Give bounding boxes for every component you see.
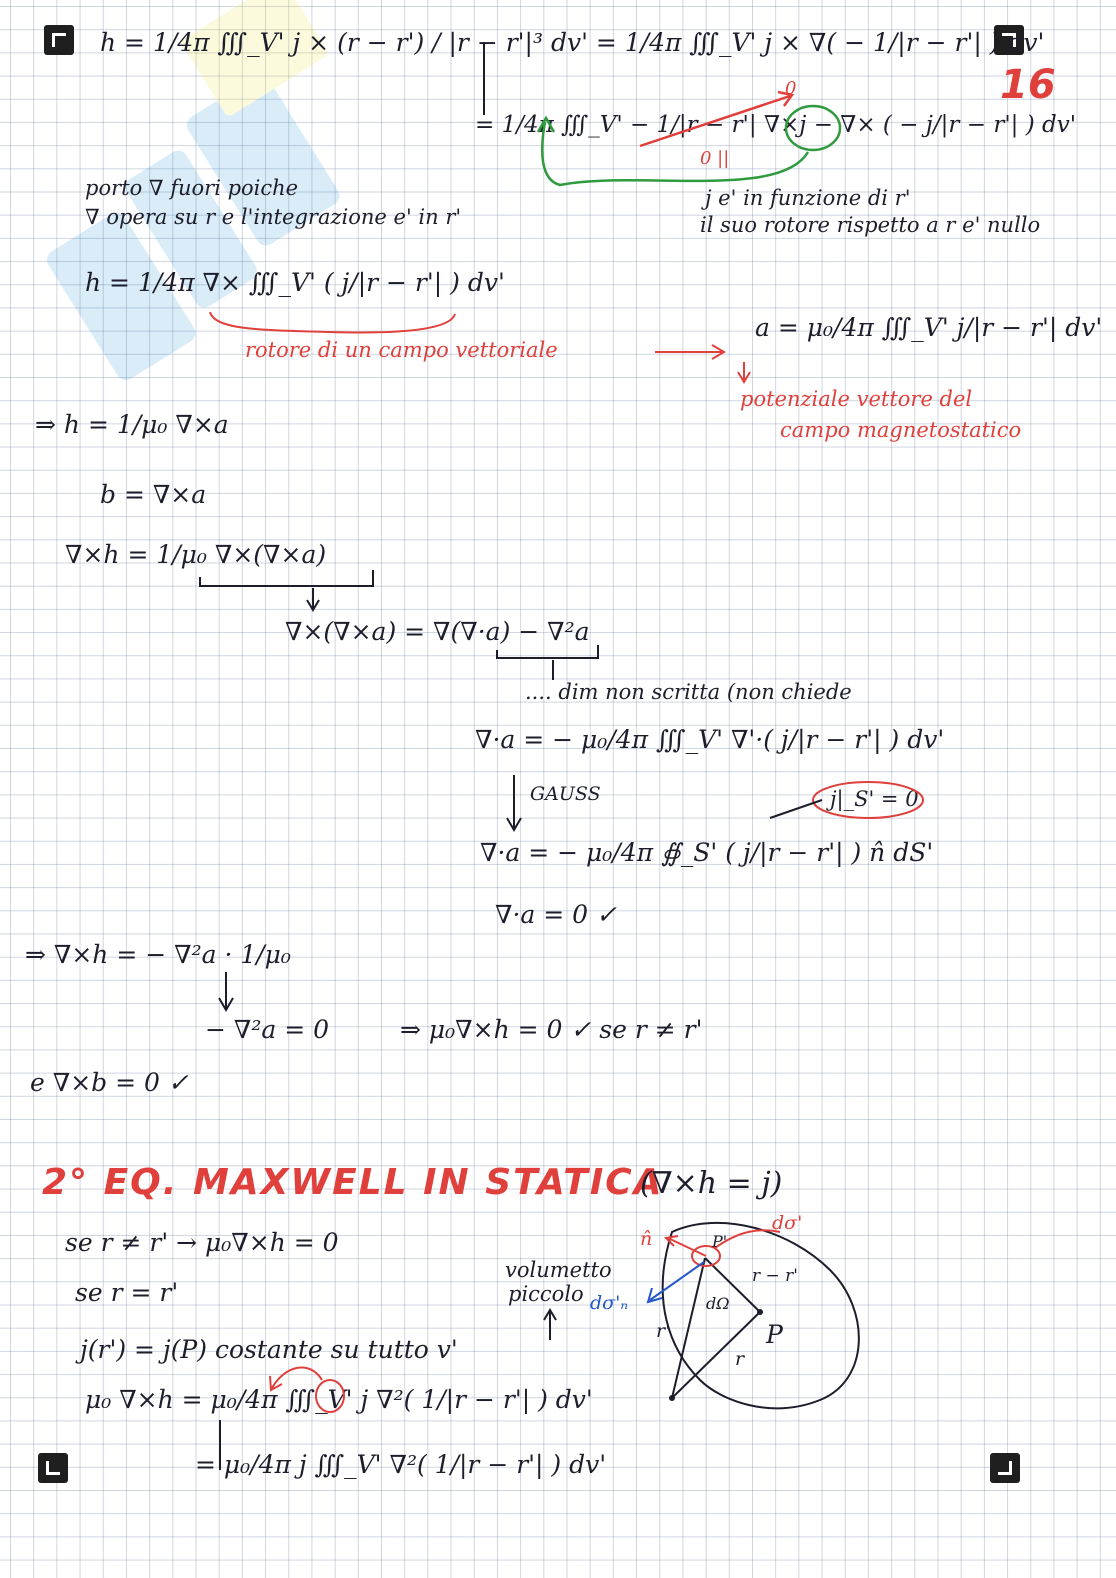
annotation-zero: 0 xyxy=(785,78,797,99)
figure-label-n-hat: n̂ xyxy=(640,1228,653,1250)
eq-div-a-zero: ∇·a = 0 ✓ xyxy=(495,900,617,929)
note-j-funzione: j e' in funzione di r' xyxy=(705,186,911,210)
eq-curl-h-laplacian: ⇒ ∇×h = − ∇²a · 1/μ₀ xyxy=(25,940,291,969)
eq-div-a-surface: ∇·a = − μ₀/4π ∯_S' ( j/|r − r'| ) n̂ dS' xyxy=(480,838,934,867)
figure-label-domega: dΩ xyxy=(706,1294,730,1313)
figure-label-p-prime: P' xyxy=(712,1232,728,1251)
eq-mu-curl-h-integral: μ₀ ∇×h = μ₀/4π ∭_V' j ∇²( 1/|r − r'| ) dv' xyxy=(85,1385,593,1414)
eq-curl-h-zero: ⇒ μ₀∇×h = 0 ✓ se r ≠ r' xyxy=(400,1015,703,1044)
section-heading: 2° EQ. MAXWELL IN STATICA xyxy=(42,1162,664,1203)
eq-h-rotore: h = 1/4π ∇× ∭_V' ( j/|r − r'| ) dv' xyxy=(85,268,505,297)
figure-label-r-prime: r' xyxy=(656,1320,671,1342)
section-heading-equation: (∇×h = j) xyxy=(640,1166,783,1201)
figure-label-p: P xyxy=(766,1320,783,1349)
figure-label-r-minus-rprime: r − r' xyxy=(752,1266,798,1286)
eq-div-a-volume: ∇·a = − μ₀/4π ∭_V' ∇'·( j/|r − r'| ) dv' xyxy=(475,725,945,754)
annotation-zero-ii: 0 || xyxy=(700,148,730,169)
eq-b-curl-a: b = ∇×a xyxy=(100,480,207,509)
eq-curl-curl-a: ∇×(∇×a) = ∇(∇·a) − ∇²a xyxy=(285,617,590,646)
note-piccolo: piccolo xyxy=(508,1282,584,1306)
eq-potenziale-vettore: a = μ₀/4π ∭_V' j/|r − r'| dv' xyxy=(755,313,1103,342)
eq-mu-curl-h-factored: = μ₀/4π j ∭_V' ∇²( 1/|r − r'| ) dv' xyxy=(195,1450,607,1479)
note-potenziale-vettore: potenziale vettore del xyxy=(740,387,973,411)
eq-se-r-diverso: se r ≠ r' → μ₀∇×h = 0 xyxy=(65,1228,339,1257)
note-campo-magnetostatico: campo magnetostatico xyxy=(780,418,1022,442)
eq-curl-h: ∇×h = 1/μ₀ ∇×(∇×a) xyxy=(65,540,327,569)
note-rotore-nullo: il suo rotore rispetto a r e' nullo xyxy=(700,213,1041,237)
surface-figure xyxy=(648,1223,859,1408)
eq-j-costante: j(r') = j(P) costante su tutto v' xyxy=(80,1335,458,1364)
page-number: 16 xyxy=(1000,62,1056,108)
note-gauss: GAUSS xyxy=(530,783,601,805)
eq-curl-b-zero: e ∇×b = 0 ✓ xyxy=(30,1068,189,1097)
eq-h-integral-expanded: = 1/4π ∭_V' − 1/|r − r'| ∇×j − ∇× ( − j/|r − r'| ) dv' xyxy=(475,112,1077,138)
note-rotore-campo-vettoriale: rotore di un campo vettoriale xyxy=(245,338,558,362)
note-dim-non-scritta: .... dim non scritta (non chiede xyxy=(525,680,852,704)
figure-label-dsigma-prime: dσ' xyxy=(772,1212,803,1234)
note-porto-nabla-fuori: porto ∇ fuori poiche xyxy=(85,176,299,200)
eq-se-r-uguale: se r = r' xyxy=(75,1278,179,1307)
eq-h-curl-a: ⇒ h = 1/μ₀ ∇×a xyxy=(35,410,229,439)
figure-label-dsigma-n-prime: dσ'ₙ xyxy=(590,1292,629,1314)
eq-laplacian-zero: − ∇²a = 0 xyxy=(205,1015,330,1044)
note-nabla-opera: ∇ opera su r e l'integrazione e' in r' xyxy=(85,205,462,229)
note-j-surface-zero: j|_S' = 0 xyxy=(830,787,919,811)
note-volumetto: volumetto xyxy=(505,1258,612,1282)
eq-h-integral: h = 1/4π ∭_V' j × (r − r') / |r − r'|³ dv' = 1/4π ∭_V' j × ∇( − 1/|r − r'| ) dv' xyxy=(100,28,1045,57)
figure-label-r: r xyxy=(735,1348,745,1370)
